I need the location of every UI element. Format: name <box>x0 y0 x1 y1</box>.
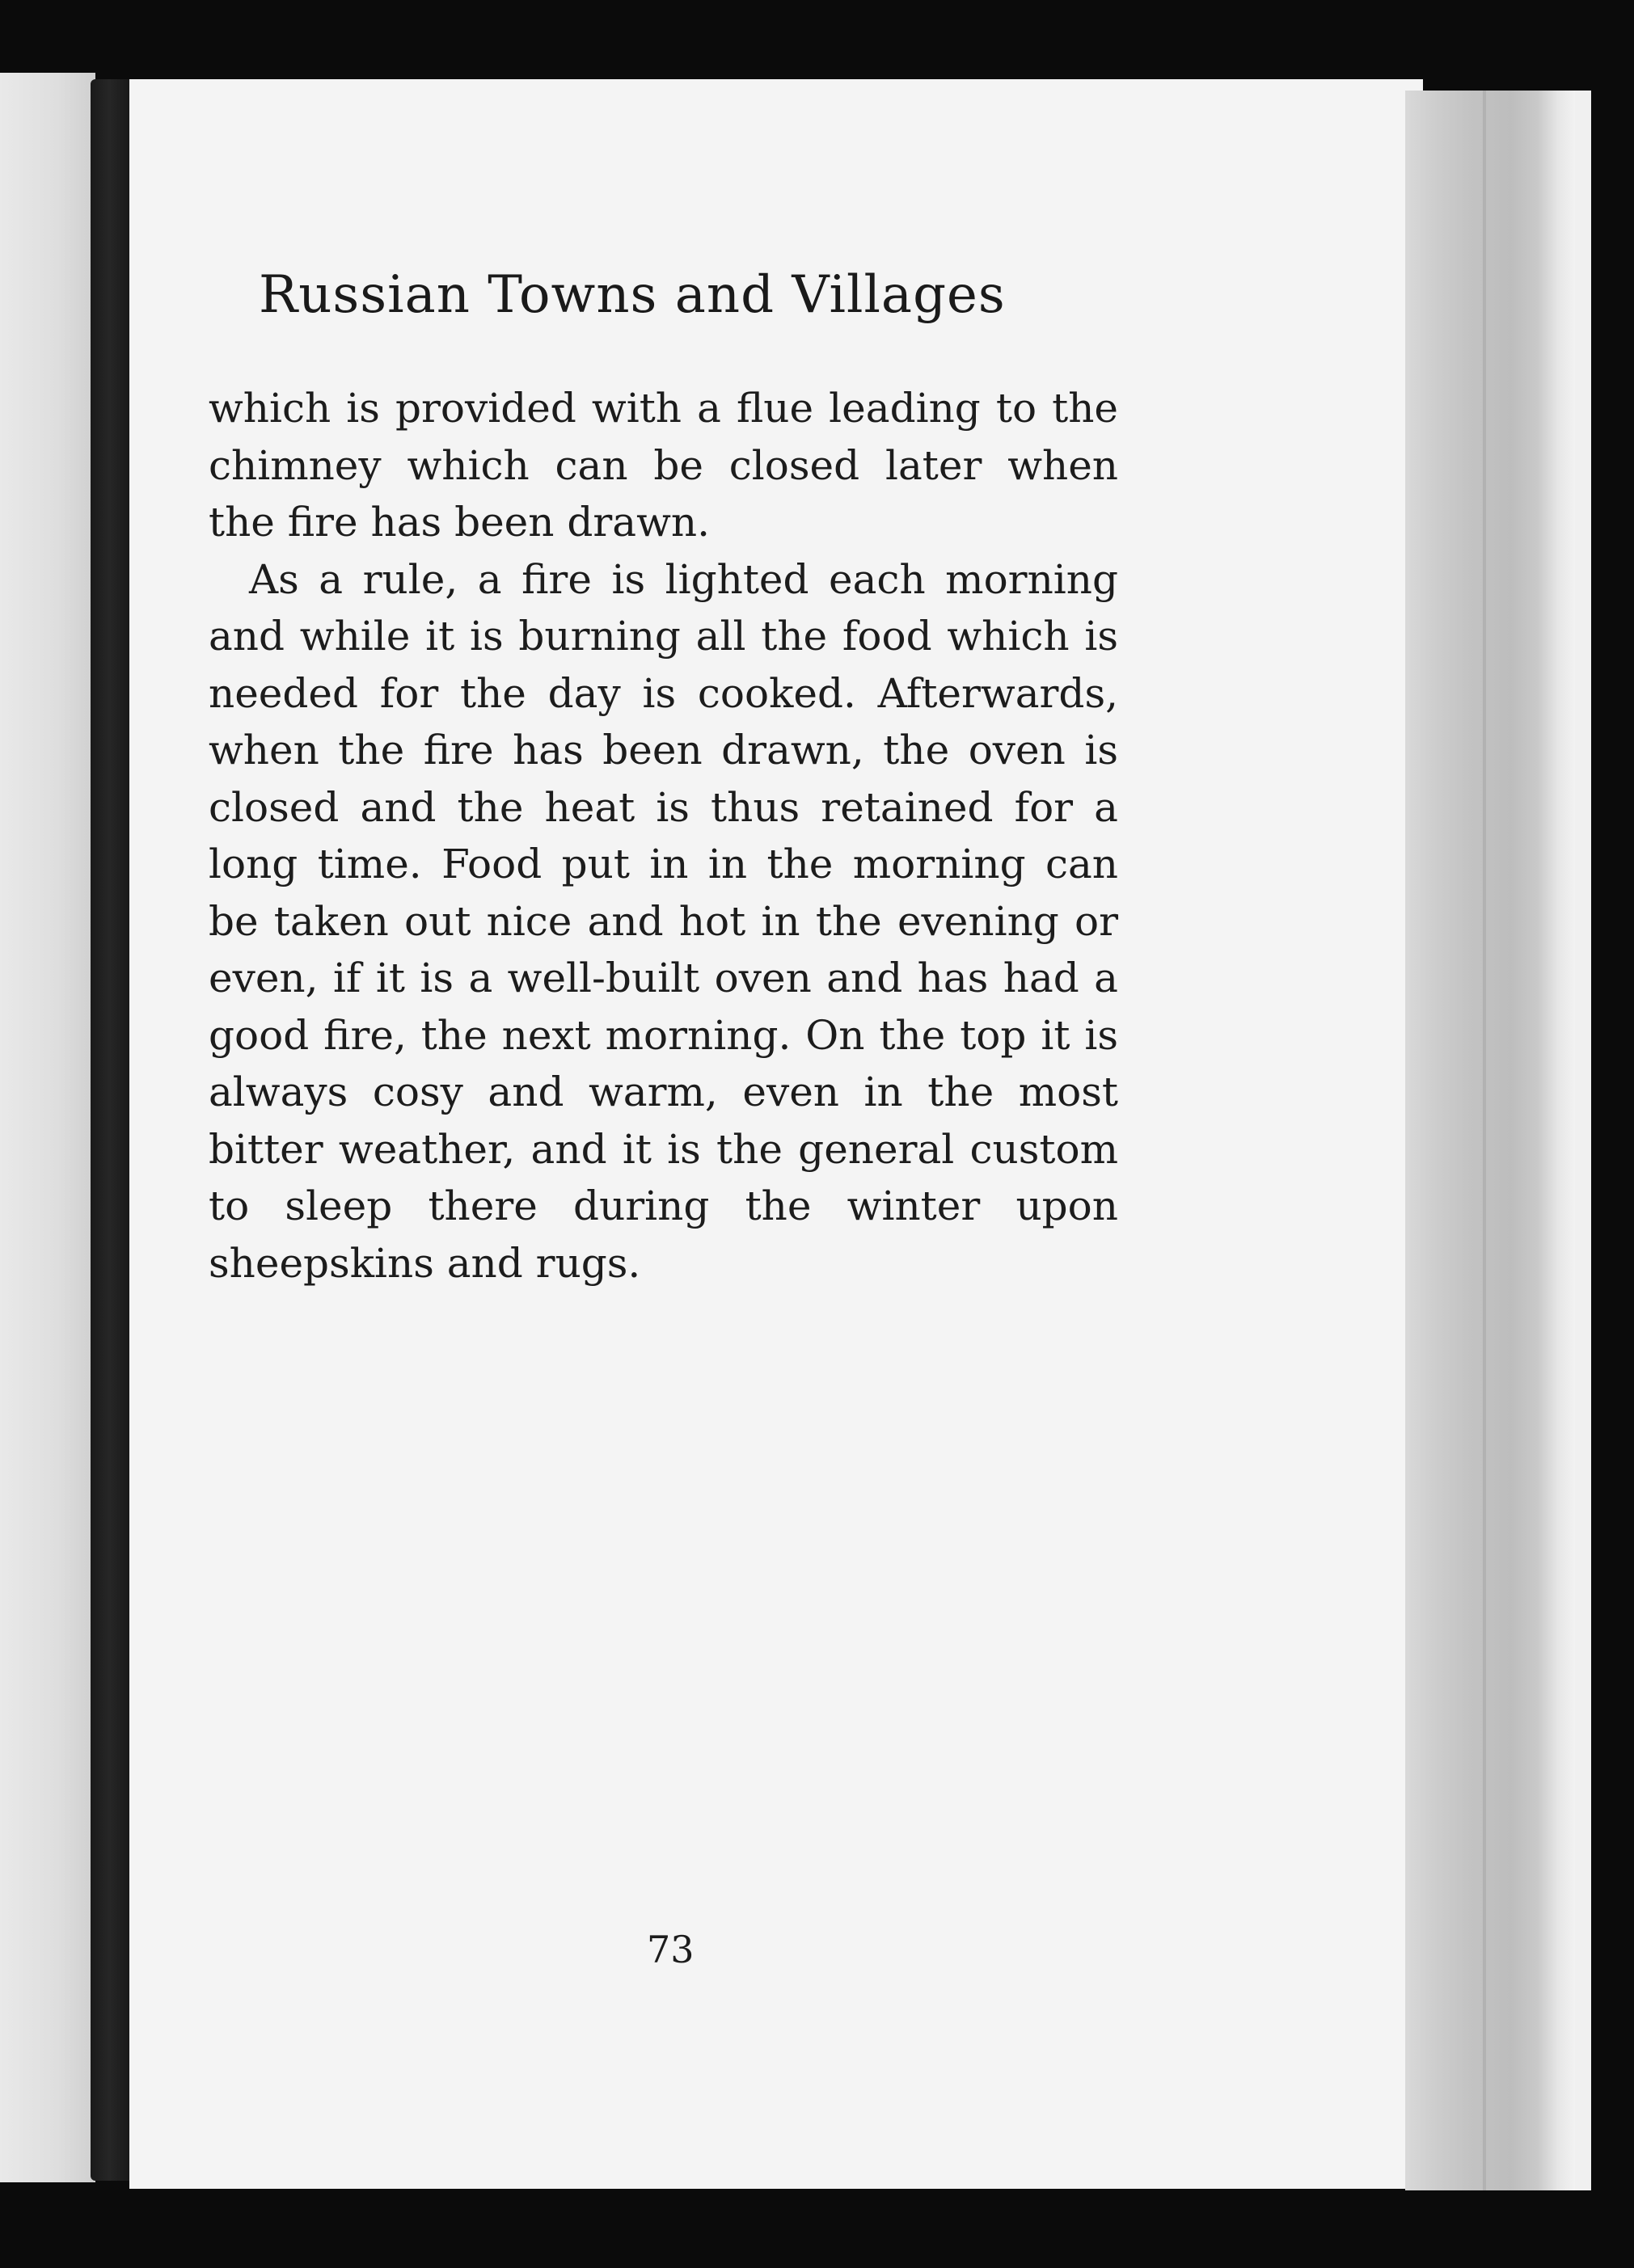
page-number: 73 <box>647 1928 695 1971</box>
running-head: Russian Towns and Villages <box>259 265 1006 325</box>
facing-page-edge <box>0 73 95 2182</box>
paragraph: As a rule, a fire is lighted each morning and while it is burning all the food which is needed for the day is cooked. Afterwards, when the fire has been drawn, the oven is closed and the heat is thus retained for a long time. Food put in in the morning can be taken out nice and hot in the evening or even, if it is a well-built oven and has had a good fire, the next morning. On the top it is always cosy and warm, even in the most bitter weather, and it is the general custom to sleep there during the winter upon sheepskins and rugs. <box>209 555 1118 1287</box>
paragraph-continued: which is provided with a flue leading to the chimney which can be closed later when the fire has been drawn. <box>209 385 1118 546</box>
outer-page-edge <box>1575 91 1591 2190</box>
body-text <box>209 380 1118 1292</box>
page-stack-edge <box>1405 91 1575 2190</box>
